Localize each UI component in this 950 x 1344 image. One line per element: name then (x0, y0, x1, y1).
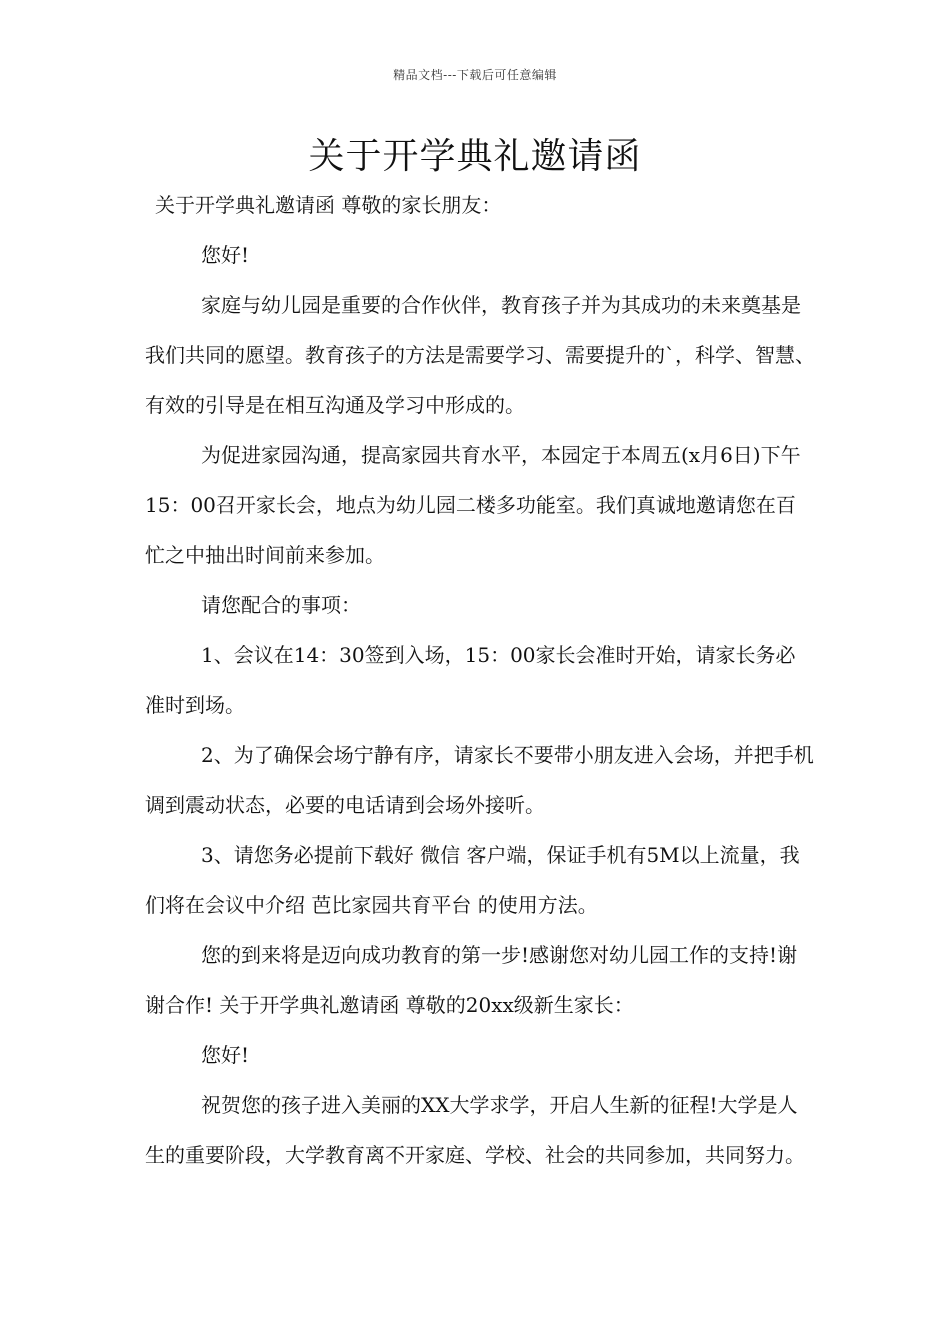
notice-item-paragraph: 2、为了确保会场宁静有序，请家长不要带小朋友进入会场，并把手机调到震动状态，必要的电话请到会场外接听。 (145, 743, 814, 817)
document-title: 关于开学典礼邀请函 (308, 136, 642, 177)
greeting-paragraph: 您好! (201, 243, 250, 267)
salutation-paragraph: 关于开学典礼邀请函 尊敬的家长朋友： (155, 193, 502, 217)
notice-heading-paragraph: 请您配合的事项： (201, 593, 361, 617)
greeting-paragraph: 您好! (201, 1043, 250, 1067)
document-body (145, 180, 815, 1180)
body-paragraph: 祝贺您的孩子进入美丽的XX大学求学，开启人生新的征程!大学是人生的重要阶段，大学教育离不开家庭、学校、社会的共同参加，共同努力。 (145, 1093, 805, 1167)
body-paragraph: 家庭与幼儿园是重要的合作伙伴，教育孩子并为其成功的未来奠基是我们共同的愿望。教育孩子的方法是需要学习、需要提升的`，科学、智慧、有效的引导是在相互沟通及学习中形成的。 (145, 293, 815, 417)
notice-item-paragraph: 3、请您务必提前下载好 微信 客户端，保证手机有5M以上流量，我们将在会议中介绍 芭比家园共育平台 的使用方法。 (145, 843, 800, 917)
body-paragraph: 为促进家园沟通，提高家园共育水平，本园定于本周五(x月6日)下午15：00召开家长会，地点为幼儿园二楼多功能室。我们真诚地邀请您在百忙之中抽出时间前来参加。 (145, 443, 801, 567)
page-header-note: 精品文档---下载后可任意编辑 (393, 68, 557, 82)
closing-paragraph: 您的到来将是迈向成功教育的第一步!感谢您对幼儿园工作的支持!谢谢合作! 关于开学典礼邀请函 尊敬的20xx级新生家长： (145, 943, 798, 1017)
notice-item-paragraph: 1、会议在14：30签到入场，15：00家长会准时开始，请家长务必准时到场。 (145, 643, 796, 717)
